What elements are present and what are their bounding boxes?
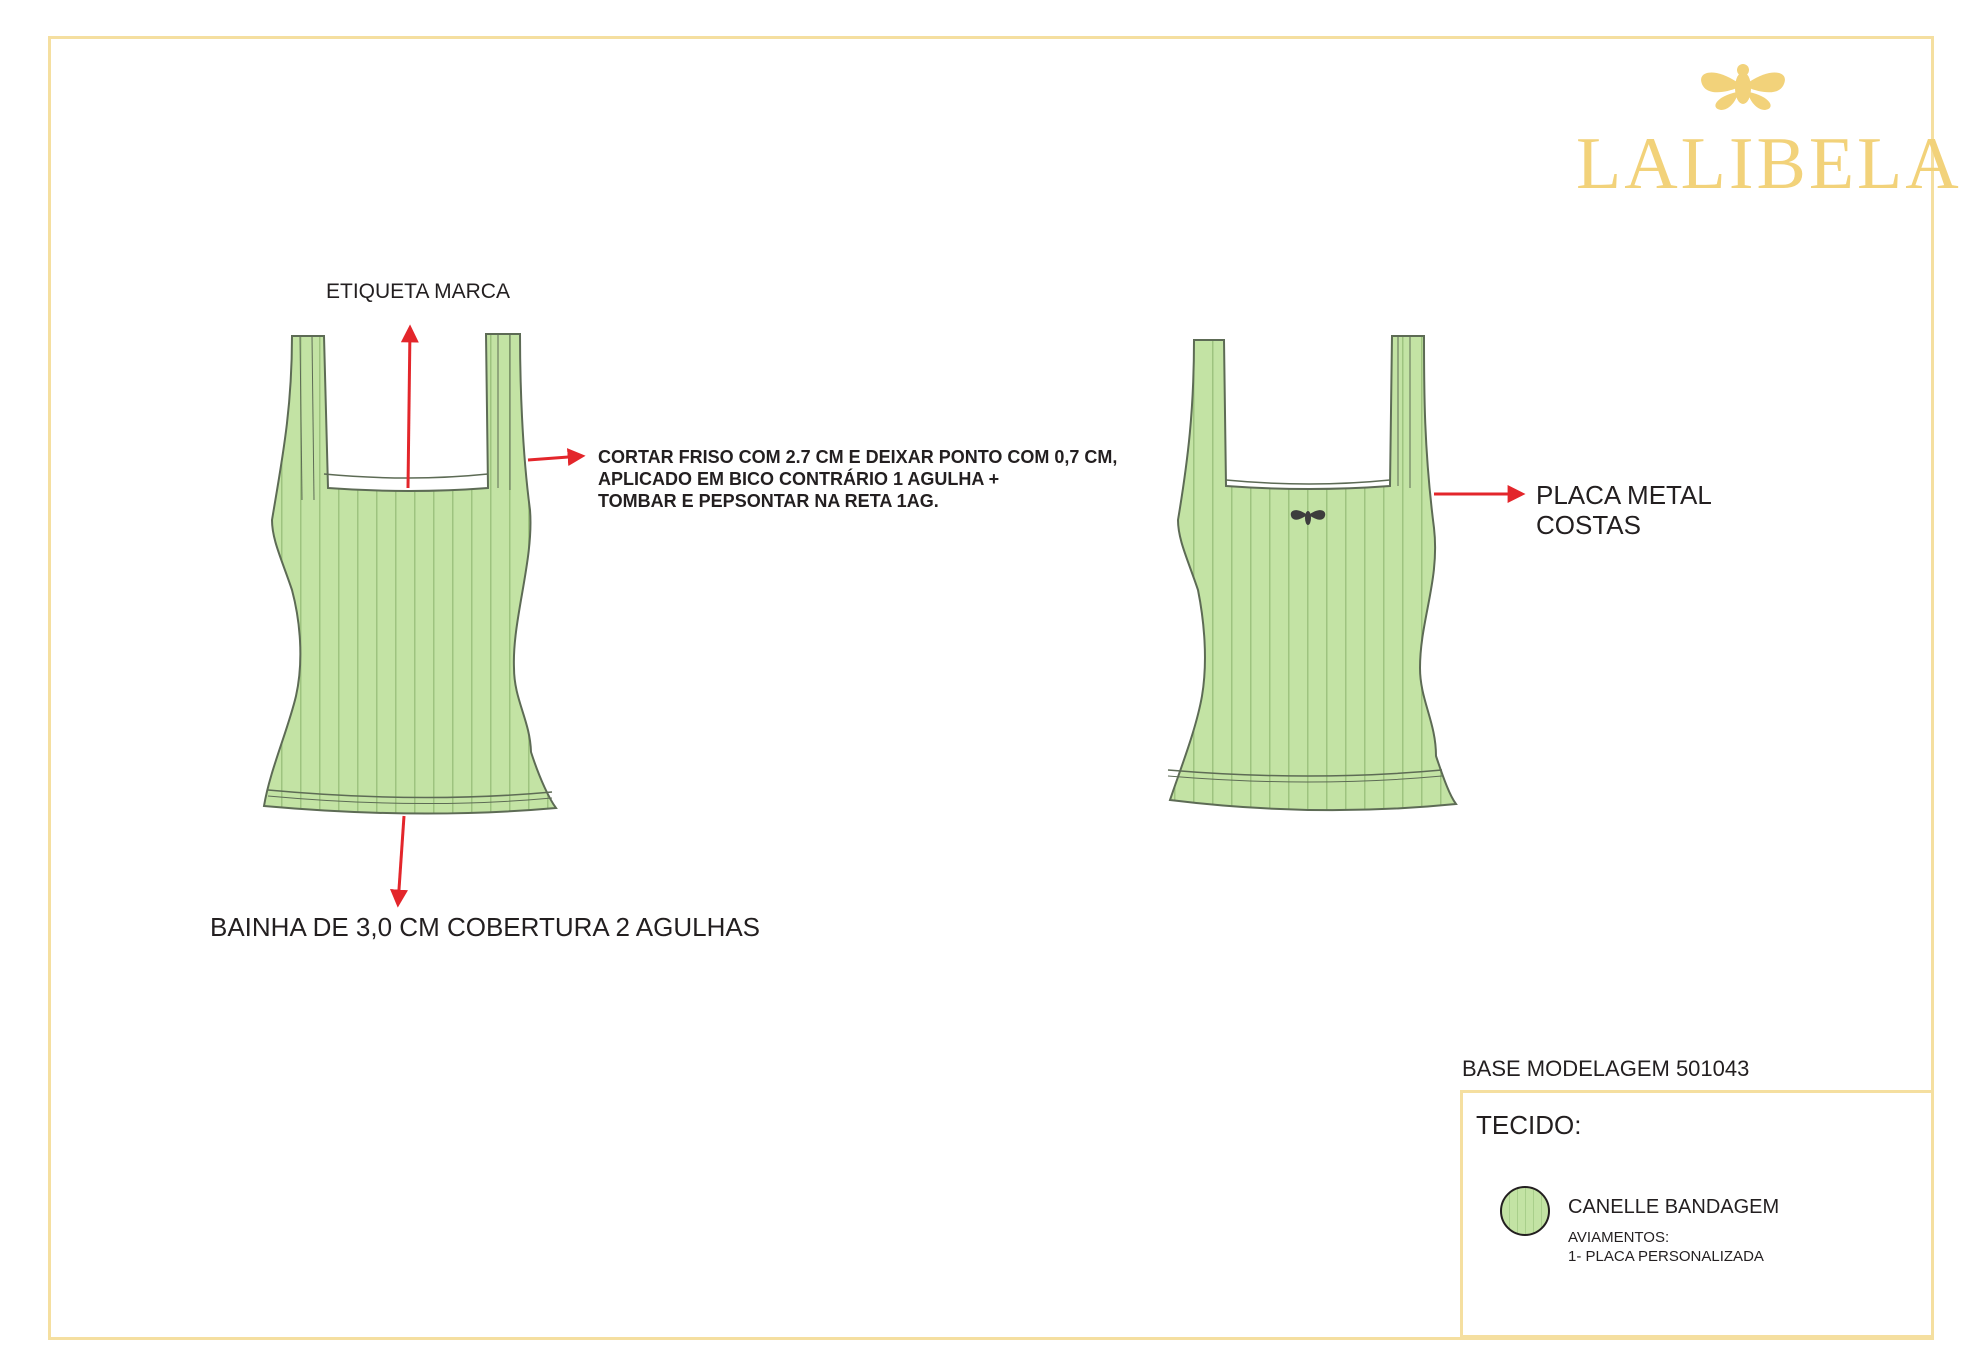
binding-note-arrow bbox=[528, 456, 582, 460]
trims-title: AVIAMENTOS: bbox=[1568, 1229, 1670, 1246]
brand-label-annotation: ETIQUETA MARCA bbox=[326, 280, 510, 303]
back-plate-line: PLACA METAL bbox=[1536, 480, 1712, 510]
hem-note: BAINHA DE 3,0 CM COBERTURA 2 AGULHAS bbox=[210, 912, 761, 942]
back-garment bbox=[1168, 336, 1456, 810]
binding-note-line: CORTAR FRISO COM 2.7 CM E DEIXAR PONTO COM 0,7 CM, bbox=[598, 447, 1118, 467]
back-plate-line: COSTAS bbox=[1536, 510, 1641, 540]
fabric-name: CANELLE BANDAGEM bbox=[1568, 1196, 1780, 1218]
trims-item: 1- PLACA PERSONALIZADA bbox=[1568, 1248, 1764, 1265]
binding-note-line: APLICADO EM BICO CONTRÁRIO 1 AGULHA + bbox=[598, 469, 1000, 489]
trims-list bbox=[1568, 1228, 1764, 1266]
back-plate-note bbox=[1536, 480, 1712, 540]
fabric-swatch bbox=[1500, 1186, 1550, 1236]
binding-note bbox=[598, 446, 1117, 512]
hem-note-arrow bbox=[398, 816, 404, 904]
bee-icon bbox=[1701, 64, 1785, 110]
brand-label-arrow bbox=[408, 328, 410, 488]
brand-logo: LALIBELA bbox=[1576, 123, 1962, 205]
legend-title: TECIDO: bbox=[1476, 1110, 1582, 1140]
binding-note-line: TOMBAR E PEPSONTAR NA RETA 1AG. bbox=[598, 491, 939, 511]
pattern-reference: BASE MODELAGEM 501043 bbox=[1462, 1056, 1750, 1081]
